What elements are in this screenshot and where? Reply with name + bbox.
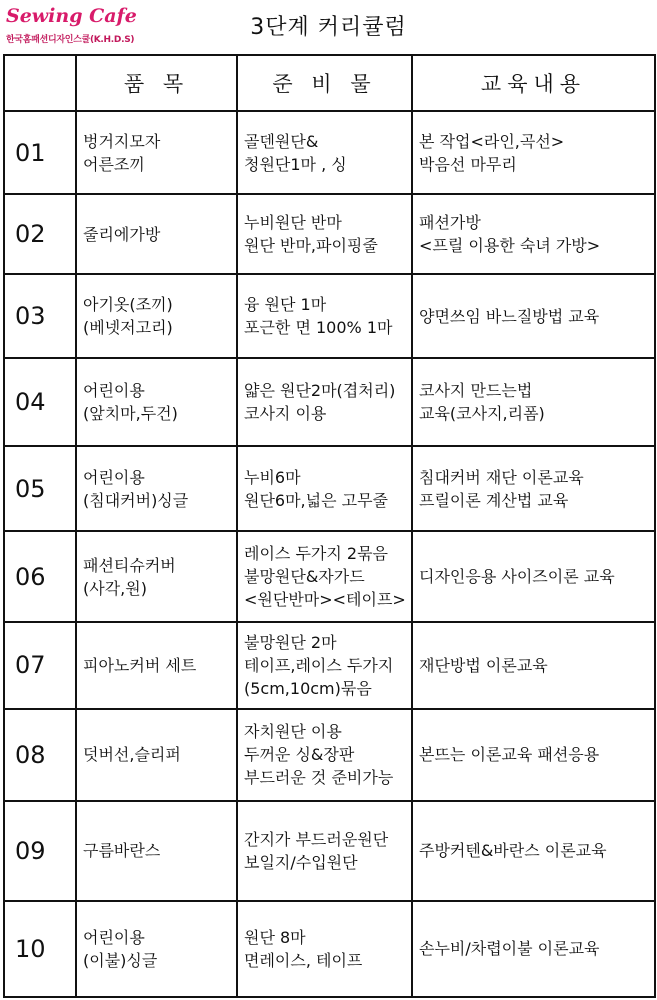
item-line: 어린이용 <box>83 381 145 401</box>
cell-item <box>76 446 237 531</box>
cell-materials <box>237 901 412 997</box>
header-cell-content: 교육내용 <box>412 55 655 111</box>
table-row <box>4 274 655 358</box>
content-line: 주방커텐&바란스 이론교육 <box>419 841 607 861</box>
table-row <box>4 901 655 997</box>
cell-materials <box>237 446 412 531</box>
content-line: 양면쓰임 바느질방법 교육 <box>419 306 600 326</box>
cell-item <box>76 358 237 446</box>
cell-item <box>76 194 237 274</box>
cell-content <box>412 111 655 194</box>
row-number: 02 <box>4 194 76 274</box>
materials-line: 원단 반마,파이핑줄 <box>244 236 378 256</box>
materials-line: 포근한 면 100% 1마 <box>244 318 393 338</box>
materials-line: (5cm,10cm)묶음 <box>244 678 372 698</box>
row-number: 04 <box>4 358 76 446</box>
row-number: 06 <box>4 531 76 621</box>
item-line: 구름바란스 <box>83 841 161 861</box>
item-line: 어른조끼 <box>83 154 145 174</box>
cell-item <box>76 901 237 997</box>
materials-line: 코사지 이용 <box>244 404 327 424</box>
logo-subtitle: 한국홈패션디자인스쿨(K.H.D.S) <box>6 35 135 45</box>
table-row <box>4 111 655 194</box>
cell-content <box>412 446 655 531</box>
logo-name: Sewing Cafe <box>6 5 137 27</box>
materials-line: 누비6마 <box>244 467 301 487</box>
table-row <box>4 358 655 446</box>
materials-line: 부드러운 것 준비가능 <box>244 768 394 788</box>
table-row <box>4 709 655 801</box>
cell-materials <box>237 801 412 901</box>
content-line: 교육(코사지,리폼) <box>419 404 545 424</box>
content-line: 코사지 만드는법 <box>419 381 533 401</box>
header-cell-number <box>4 55 76 111</box>
cell-content <box>412 801 655 901</box>
cell-content <box>412 531 655 621</box>
row-number: 08 <box>4 709 76 801</box>
cell-item <box>76 622 237 709</box>
materials-line: 간지가 부드러운원단 <box>244 829 389 849</box>
cell-content <box>412 709 655 801</box>
cell-item <box>76 709 237 801</box>
materials-line: 원단 8마 <box>244 927 306 947</box>
materials-line: 누비원단 반마 <box>244 213 342 233</box>
item-line: 줄리에가방 <box>83 224 161 244</box>
content-line: 재단방법 이론교육 <box>419 655 548 675</box>
materials-line: 테이프,레이스 두가지 <box>244 655 394 675</box>
item-line: 패션티슈커버 <box>83 555 176 575</box>
item-line: (앞치마,두건) <box>83 404 178 424</box>
item-line: (이불)싱글 <box>83 950 158 970</box>
cell-materials <box>237 358 412 446</box>
item-line: 벙거지모자 <box>83 131 161 151</box>
item-line: 아기옷(조끼) <box>83 295 173 315</box>
materials-line: 원단6마,넓은 고무줄 <box>244 490 388 510</box>
content-line: 프릴이론 계산법 교육 <box>419 490 569 510</box>
item-line: (베넷저고리) <box>83 318 173 338</box>
cell-content <box>412 194 655 274</box>
cell-materials <box>237 622 412 709</box>
cell-materials <box>237 531 412 621</box>
item-line: 덧버선,슬리퍼 <box>83 745 181 765</box>
materials-line: 자치원단 이용 <box>244 722 342 742</box>
materials-line: 골덴원단& <box>244 131 319 151</box>
content-line: 손누비/차렵이불 이론교육 <box>419 939 600 959</box>
cell-materials <box>237 709 412 801</box>
content-line: 침대커버 재단 이론교육 <box>419 467 584 487</box>
table-row <box>4 531 655 621</box>
content-line: 본뜨는 이론교육 패션응용 <box>419 745 600 765</box>
page-title: 3단계 커리큘럼 <box>250 15 407 40</box>
cell-content <box>412 274 655 358</box>
cell-item <box>76 531 237 621</box>
item-line: (사각,원) <box>83 578 147 598</box>
item-line: 어린이용 <box>83 467 145 487</box>
row-number: 05 <box>4 446 76 531</box>
row-number: 07 <box>4 622 76 709</box>
content-line: 본 작업<라인,곡선> <box>419 131 565 151</box>
materials-line: 융 원단 1마 <box>244 295 327 315</box>
cell-materials <box>237 274 412 358</box>
item-line: 어린이용 <box>83 927 145 947</box>
materials-line: <원단반마><테이프> <box>244 590 406 609</box>
table-row <box>4 446 655 531</box>
item-line: 피아노커버 세트 <box>83 655 197 675</box>
header-row <box>4 55 655 111</box>
cell-item <box>76 801 237 901</box>
table-row <box>4 801 655 901</box>
materials-line: 얇은 원단2마(겹처리) <box>244 381 396 401</box>
row-number: 10 <box>4 901 76 997</box>
materials-line: 불망원단 2마 <box>244 632 337 652</box>
cell-materials <box>237 111 412 194</box>
cell-item <box>76 111 237 194</box>
cell-item <box>76 274 237 358</box>
content-line: 디자인응용 사이즈이론 교육 <box>419 567 615 586</box>
row-number: 03 <box>4 274 76 358</box>
header-cell-item: 품 목 <box>76 55 237 111</box>
materials-line: 두꺼운 싱&장판 <box>244 745 355 765</box>
header-cell-materials: 준 비 물 <box>237 55 412 111</box>
curriculum-table <box>3 54 656 998</box>
row-number: 09 <box>4 801 76 901</box>
content-line: 박음선 마무리 <box>419 154 517 174</box>
content-line: 패션가방 <box>419 213 481 233</box>
content-line: <프릴 이용한 숙녀 가방> <box>419 236 601 256</box>
table-row <box>4 194 655 274</box>
item-line: (침대커버)싱글 <box>83 490 189 510</box>
row-number: 01 <box>4 111 76 194</box>
materials-line: 불망원단&자가드 <box>244 567 365 586</box>
materials-line: 청원단1마 , 싱 <box>244 154 347 174</box>
materials-line: 면레이스, 테이프 <box>244 950 363 970</box>
cell-materials <box>237 194 412 274</box>
cell-content <box>412 358 655 446</box>
table-row <box>4 622 655 709</box>
cell-content <box>412 901 655 997</box>
materials-line: 레이스 두가지 2묶음 <box>244 544 388 563</box>
materials-line: 보일지/수입원단 <box>244 852 358 872</box>
cell-content <box>412 622 655 709</box>
